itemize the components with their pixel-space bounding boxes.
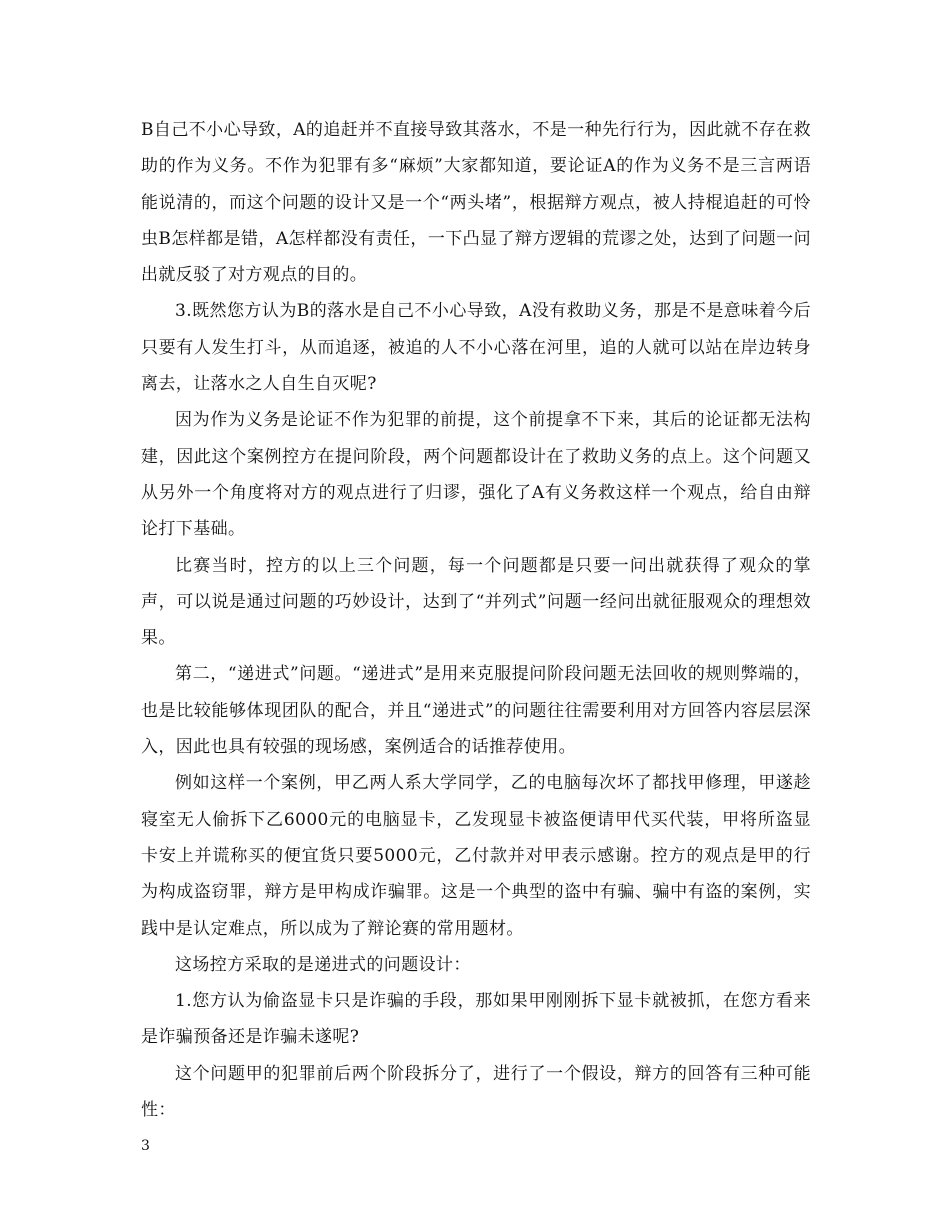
paragraph-5: 第二，“递进式”问题。“递进式”是用来克服提问阶段问题无法回收的规则弊端的，也是比较能够体现团队的配合，并且“递进式”的问题往往需要利用对方回答内容层层深入，因此也具有较强的现场感，案例适合的话推荐使用。 bbox=[141, 664, 811, 758]
paragraph-2: 3.既然您方认为B的落水是自己不小心导致，A没有救助义务，那是不是意味着今后只要有人发生打斗，从而追逐，被追的人不小心落在河里，追的人就可以站在岸边转身离去，让落水之人自生自灭呢? bbox=[141, 301, 811, 395]
page-number: 3 bbox=[141, 1138, 150, 1154]
paragraph-6: 例如这样一个案例，甲乙两人系大学同学，乙的电脑每次坏了都找甲修理，甲遂趁寝室无人偷拆下乙6000元的电脑显卡，乙发现显卡被盗便请甲代买代装，甲将所盗显卡安上并谎称买的便宜货只要5000元，乙付款并对甲表示感谢。控方的观点是甲的行为构成盗窃罪，辩方是甲构成诈骗罪。这是一个典型的盗中有骗、骗中有盗的案例，实践中是认定难点，所以成为了辩论赛的常用题材。 bbox=[141, 773, 811, 939]
document-body bbox=[141, 112, 811, 1128]
paragraph-4: 比赛当时，控方的以上三个问题，每一个问题都是只要一问出就获得了观众的掌声，可以说是通过问题的巧妙设计，达到了“并列式”问题一经问出就征服观众的理想效果。 bbox=[141, 555, 811, 649]
paragraph-8: 1.您方认为偷盗显卡只是诈骗的手段，那如果甲刚刚拆下显卡就被抓，在您方看来是诈骗预备还是诈骗未遂呢? bbox=[141, 991, 811, 1048]
paragraph-7: 这场控方采取的是递进式的问题设计： bbox=[175, 954, 471, 975]
paragraph-1: B自己不小心导致，A的追赶并不直接导致其落水，不是一种先行行为，因此就不存在救助的作为义务。不作为犯罪有多“麻烦”大家都知道，要论证A的作为义务不是三言两语能说清的，而这个问题的设计又是一个“两头堵”，根据辩方观点，被人持棍追赶的可怜虫B怎样都是错，A怎样都没有责任，一下凸显了辩方逻辑的荒谬之处，达到了问题一问出就反驳了对方观点的目的。 bbox=[141, 120, 811, 286]
paragraph-3: 因为作为义务是论证不作为犯罪的前提，这个前提拿不下来，其后的论证都无法构建，因此这个案例控方在提问阶段，两个问题都设计在了救助义务的点上。这个问题又从另外一个角度将对方的观点进行了归谬，强化了A有义务救这样一个观点，给自由辩论打下基础。 bbox=[141, 410, 811, 540]
paragraph-9: 这个问题甲的犯罪前后两个阶段拆分了，进行了一个假设，辩方的回答有三种可能性： bbox=[141, 1063, 811, 1121]
